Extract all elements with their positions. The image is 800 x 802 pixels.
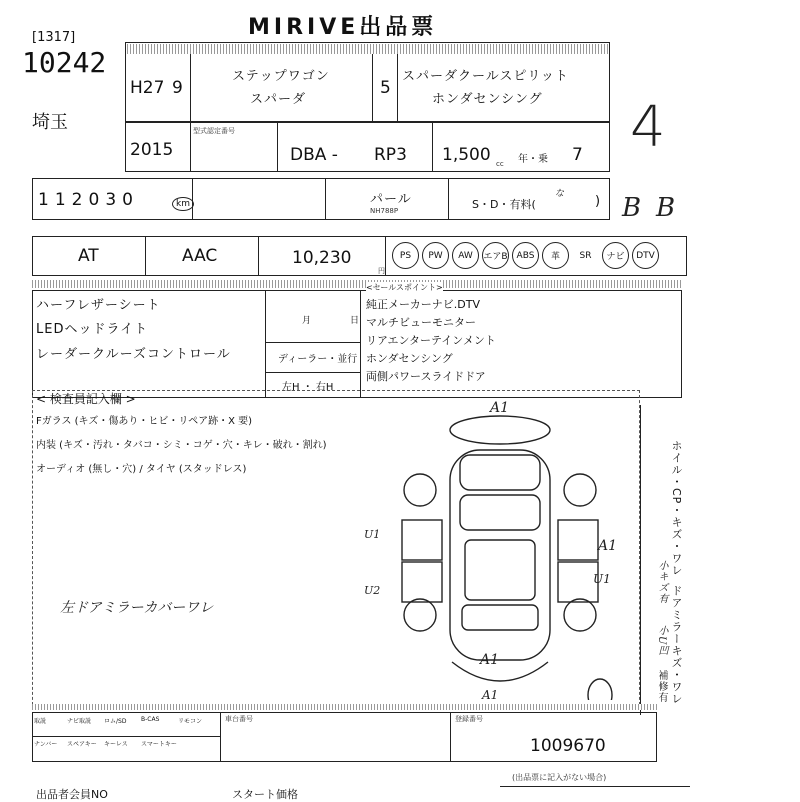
lot-region: 埼玉 — [32, 112, 68, 133]
front-bumper — [450, 416, 550, 444]
mark-top: A1 — [490, 400, 510, 416]
price-unit: 円 — [378, 267, 385, 275]
km-unit: km — [172, 197, 194, 211]
inspector-note: 左ドアミラーカバーワレ — [60, 600, 214, 616]
equipment-list — [392, 242, 662, 269]
cert-label: 型式認定番号 — [193, 127, 235, 135]
bottom-cell: 取説 — [34, 718, 47, 725]
bottom-cell: スマートキー — [141, 741, 177, 748]
mark-left-upper: U1 — [364, 528, 381, 541]
mileage-digit: 3 — [105, 190, 117, 210]
model-code: RP3 — [374, 145, 407, 165]
era-year: H27 — [130, 78, 165, 98]
grade-line2: ホンダセンシング — [432, 92, 543, 107]
type-prefix: DBA - — [290, 145, 338, 165]
seats: 7 — [572, 145, 583, 165]
mark-right-upper: A1 — [598, 538, 618, 554]
bottom-cell: B-CAS — [141, 716, 160, 723]
windshield — [460, 495, 540, 530]
steering-side: 左H ・ 右H — [282, 382, 334, 393]
inspector-glass: Fガラス (キズ・傷あり・ヒビ・リペア跡・X 要) — [36, 416, 253, 427]
bottom-cell: ロム/SD — [104, 718, 127, 725]
mark-left-lower: U2 — [364, 584, 381, 597]
model-line1: ステップワゴン — [232, 69, 330, 84]
rear-bumper — [452, 662, 548, 681]
aircon: AAC — [182, 246, 218, 266]
features-hatch — [32, 280, 682, 288]
mid-day-label: 日 — [350, 316, 360, 326]
feature-item: レーダークルーズコントロール — [36, 347, 231, 362]
equipment-dtv: DTV — [632, 242, 659, 269]
equipment-abs: ABS — [512, 242, 539, 269]
side-note-col2: ドアミラーキズ・ワレ — [670, 585, 683, 705]
sales-point-item: マルチビューモニター — [366, 316, 476, 329]
serial-label: 登録番号 — [455, 715, 483, 723]
door-right-front — [558, 520, 598, 560]
bottom-cell: リモコン — [178, 718, 203, 725]
color-code: NH788P — [370, 207, 399, 215]
footer-member-no: 出品者会員NO — [36, 788, 108, 801]
bottom-cell: スペアキー — [67, 741, 97, 748]
options-paren-close: ) — [595, 194, 601, 209]
side-note-col1: ホイル・CP・キズ・ワレ — [670, 440, 683, 577]
mileage-digits — [38, 190, 133, 210]
spare-mark — [588, 679, 612, 700]
start-price: 10,230 — [292, 248, 352, 268]
lot-number: 10242 — [22, 46, 107, 79]
sales-point-item: 両側パワースライドドア — [366, 370, 486, 383]
grade-line1: スパーダクールスピリット — [402, 69, 569, 84]
side-note-col2-sub: 小U凹 — [656, 625, 667, 657]
serial-number: 1009670 — [530, 736, 606, 756]
mileage-digit: 1 — [54, 190, 66, 210]
auction-score: 4 — [630, 95, 666, 160]
mark-rear-b: A1 — [482, 688, 499, 702]
door-right-rear — [558, 562, 598, 602]
equipment-aw: AW — [452, 242, 479, 269]
feature-item: ハーフレザーシート — [36, 298, 161, 313]
mileage-digit: 1 — [38, 190, 49, 210]
page-title: MIRIVE出品票 — [248, 15, 438, 40]
exterior-grade: B — [656, 193, 676, 223]
side-note-col3: 補修有 — [656, 670, 667, 703]
bottom-cells — [34, 716, 220, 748]
equipment-navi: ナビ — [602, 242, 629, 269]
wheel-rear-left — [404, 599, 436, 631]
row1-hatch — [127, 44, 608, 54]
hood — [460, 455, 540, 490]
footer-start-price: スタート価格 — [232, 788, 298, 801]
dealer-type: ディーラー・並行 — [278, 354, 358, 365]
footer-note: (出品票に記入がない場合) — [512, 773, 607, 782]
door-left-front — [402, 520, 442, 560]
vin-label: 車台番号 — [225, 715, 253, 723]
options-text: S・D・有料( — [472, 198, 536, 211]
inspector-interior: 内装 (キズ・汚れ・タバコ・シミ・コゲ・穴・キレ・破れ・割れ) — [36, 440, 327, 451]
transmission: AT — [78, 246, 99, 266]
seats-label: 年・乗 — [518, 154, 548, 165]
sales-point-item: 純正メーカーナビ.DTV — [366, 298, 480, 311]
mileage-digit: 2 — [71, 190, 83, 210]
bottom-cell: ナビ取説 — [67, 718, 92, 725]
inspector-title: < 検査員記入欄 > — [36, 392, 136, 406]
doors: 5 — [380, 78, 391, 98]
displacement: 1,500 — [442, 145, 491, 165]
cc-unit: cc — [496, 160, 504, 168]
inspector-audio: オーディオ (無し・穴) / タイヤ (スタッドレス) — [36, 464, 247, 475]
interior-grade: B — [622, 193, 642, 223]
options-handwritten: な — [555, 189, 565, 199]
mid-month-label: 月 — [302, 316, 312, 326]
bottom-cell: ナンバー — [34, 741, 58, 748]
equipment-ps: PS — [392, 242, 419, 269]
side-note-col1-sub: 小キズ有 — [656, 560, 667, 604]
mark-rear-a: A1 — [480, 652, 500, 668]
reg-month: 9 — [172, 78, 183, 98]
model-line2: スパーダ — [250, 92, 307, 107]
mileage-digit: 0 — [122, 190, 133, 210]
mileage-digit: 0 — [88, 190, 100, 210]
bottom-cell: キーレス — [104, 741, 128, 748]
bottom-hatch — [32, 704, 657, 710]
door-left-rear — [402, 562, 442, 602]
mark-right-lower: U1 — [593, 572, 611, 586]
model-year: 2015 — [130, 140, 174, 160]
wheel-front-left — [404, 474, 436, 506]
wheel-front-right — [564, 474, 596, 506]
car-diagram — [390, 400, 630, 700]
equipment-airbag: エアB — [482, 242, 509, 269]
sales-points-label: <セールスポイント> — [366, 283, 443, 292]
equipment-leather: 革 — [542, 242, 569, 269]
roof — [465, 540, 535, 600]
sales-point-item: ホンダセンシング — [366, 352, 453, 365]
feature-item: LEDヘッドライト — [36, 322, 149, 337]
lot-bracket: [1317] — [32, 30, 76, 45]
equipment-sunroof: SR — [579, 250, 592, 261]
equipment-pw: PW — [422, 242, 449, 269]
wheel-rear-right — [564, 599, 596, 631]
rear-window — [462, 605, 538, 630]
sales-point-item: リアエンターテインメント — [366, 334, 496, 347]
color-name: パール — [370, 192, 412, 207]
